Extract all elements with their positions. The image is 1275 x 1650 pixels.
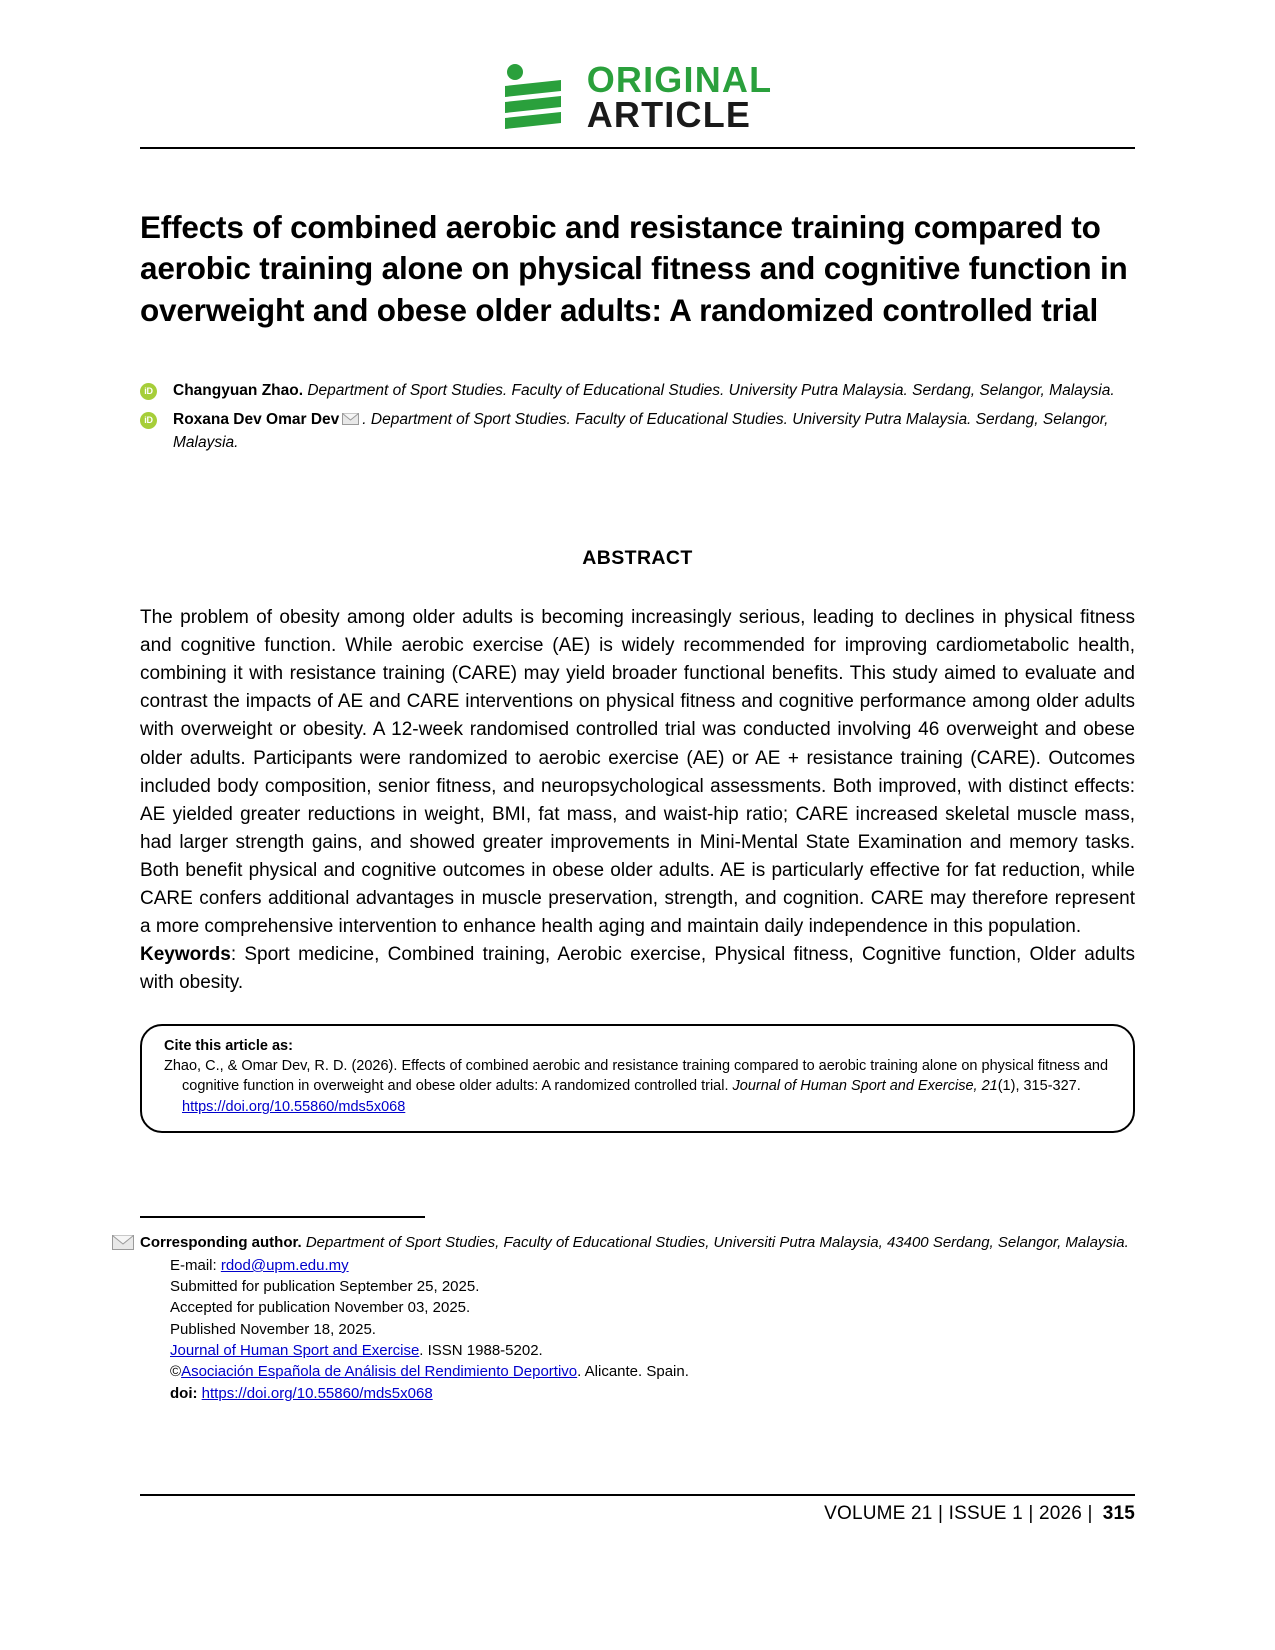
- abstract-body: The problem of obesity among older adults is becoming increasingly serious, leading to declines in physical fitness and cognitive function. While aerobic exercise (AE) is widely recommended for improving cardiometabolic health, combining it with resistance training (CARE) may yield broader functional benefits. This study aimed to evaluate and contrast the impacts of AE and CARE interventions on physical fitness and cognitive performance among older adults with overweight or obesity. A 12-week randomised controlled trial was conducted involving 46 overweight and obese older adults. Participants were randomized to aerobic exercise (AE) or AE + resistance training (CARE). Outcomes included body composition, senior fitness, and neuropsychological assessments. Both improved, with distinct effects: AE yielded greater reductions in weight, BMI, fat mass, and waist-hip ratio; CARE increased skeletal muscle mass, had larger strength gains, and showed greater improvements in Mini-Mental State Examination and memory tasks. Both benefit physical and cognitive outcomes in obese older adults. AE is particularly effective for fat reduction, while CARE confers additional advantages in muscle preservation, strength, and cognition. CARE may therefore represent a more comprehensive intervention to enhance health aging and maintain daily independence in this population.: [140, 607, 1135, 938]
- email-line: [170, 1255, 1135, 1276]
- author-details: [173, 380, 1115, 403]
- cite-box-title: Cite this article as:: [164, 1037, 293, 1054]
- cite-this-article-box: [140, 1024, 1135, 1134]
- page-footer: [824, 1503, 1135, 1525]
- publisher-location: . Alicante. Spain.: [577, 1363, 689, 1381]
- corresponding-author-label: Corresponding author.: [140, 1234, 302, 1251]
- cite-journal-name: Journal of Human Sport and Exercise,: [732, 1078, 978, 1095]
- footer-divider: [140, 1494, 1135, 1496]
- orcid-icon[interactable]: iD: [140, 383, 157, 400]
- issn-text: . ISSN 1988-5202.: [419, 1342, 543, 1360]
- orcid-icon[interactable]: iD: [140, 412, 157, 429]
- publisher-line: [170, 1361, 1135, 1382]
- journal-header: [0, 0, 1275, 136]
- journal-link[interactable]: Journal of Human Sport and Exercise: [170, 1342, 420, 1360]
- cite-box-reference: [164, 1056, 1113, 1118]
- envelope-icon: [342, 413, 359, 425]
- copyright-symbol: ©: [170, 1363, 182, 1381]
- author-name: Changyuan Zhao.: [173, 382, 304, 400]
- logo-text-article: ARTICLE: [586, 94, 752, 136]
- email-link[interactable]: rdod@upm.edu.my: [220, 1256, 349, 1274]
- footnote-block: [140, 1216, 1135, 1404]
- page-number: 315: [1102, 1503, 1135, 1524]
- doi-link[interactable]: https://doi.org/10.55860/mds5x068: [201, 1384, 433, 1402]
- logo-wordmark: [586, 59, 773, 136]
- keywords-value: : Sport medicine, Combined training, Aerobic exercise, Physical fitness, Cognitive function, Older adults with obesity.: [140, 944, 1135, 994]
- author-entry-2: [140, 409, 1135, 455]
- header-divider: [140, 147, 1135, 149]
- logo-text-original: ORIGINAL: [586, 59, 773, 100]
- cite-volume: 21: [981, 1078, 998, 1095]
- cite-reference-text: Zhao, C., & Omar Dev, R. D. (2026). Effects of combined aerobic and resistance training compared to aerobic training alone on physical fitness and cognitive function in overweight and obese older adults: A randomized controlled trial.: [164, 1057, 1109, 1095]
- corresponding-author-affiliation: Department of Sport Studies, Faculty of Educational Studies, Universiti Putra Malaysia, 43400 Serdang, Selangor, Malaysia.: [301, 1234, 1129, 1251]
- publication-metadata-list: [140, 1255, 1135, 1404]
- volume-issue-text: VOLUME 21 | ISSUE 1 | 2026 |: [824, 1503, 1093, 1524]
- original-article-logo: [503, 59, 773, 136]
- abstract-heading: ABSTRACT: [582, 547, 693, 570]
- cite-pages: (1), 315-327.: [997, 1078, 1081, 1095]
- journal-issn-line: [170, 1340, 1135, 1361]
- corresponding-author-note: [140, 1232, 1135, 1254]
- submitted-date: Submitted for publication September 25, 2025.: [170, 1278, 480, 1296]
- doi-line: [170, 1383, 1135, 1404]
- author-details: [173, 409, 1135, 455]
- author-affiliation: Department of Sport Studies. Faculty of Educational Studies. University Putra Malaysia. Serdang, Selangor, Malaysia.: [307, 382, 1115, 400]
- keywords-label: Keywords: [140, 944, 231, 966]
- wave-bars-icon: [503, 64, 565, 130]
- author-list: [140, 380, 1135, 455]
- email-label: E-mail:: [170, 1256, 221, 1274]
- footnote-divider: [140, 1216, 425, 1218]
- author-entry-1: [140, 380, 1135, 403]
- accepted-date: Accepted for publication November 03, 2025.: [170, 1299, 471, 1317]
- author-name: Roxana Dev Omar Dev: [173, 411, 340, 429]
- author-affiliation: . Department of Sport Studies. Faculty of Educational Studies. University Putra Malaysia. Serdang, Selangor, Malaysia.: [173, 411, 1109, 452]
- doi-label: doi:: [170, 1384, 198, 1402]
- published-date: Published November 18, 2025.: [170, 1320, 376, 1338]
- envelope-icon: [112, 1235, 134, 1250]
- cite-doi-link[interactable]: https://doi.org/10.55860/mds5x068: [182, 1098, 406, 1115]
- keywords-line: [140, 941, 1135, 997]
- publisher-link[interactable]: Asociación Española de Análisis del Rendimiento Deportivo: [181, 1363, 578, 1381]
- article-title: Effects of combined aerobic and resistance training compared to aerobic training alone on physical fitness and cognitive function in overweight and obese older adults: A randomized controlled trial: [140, 208, 1128, 329]
